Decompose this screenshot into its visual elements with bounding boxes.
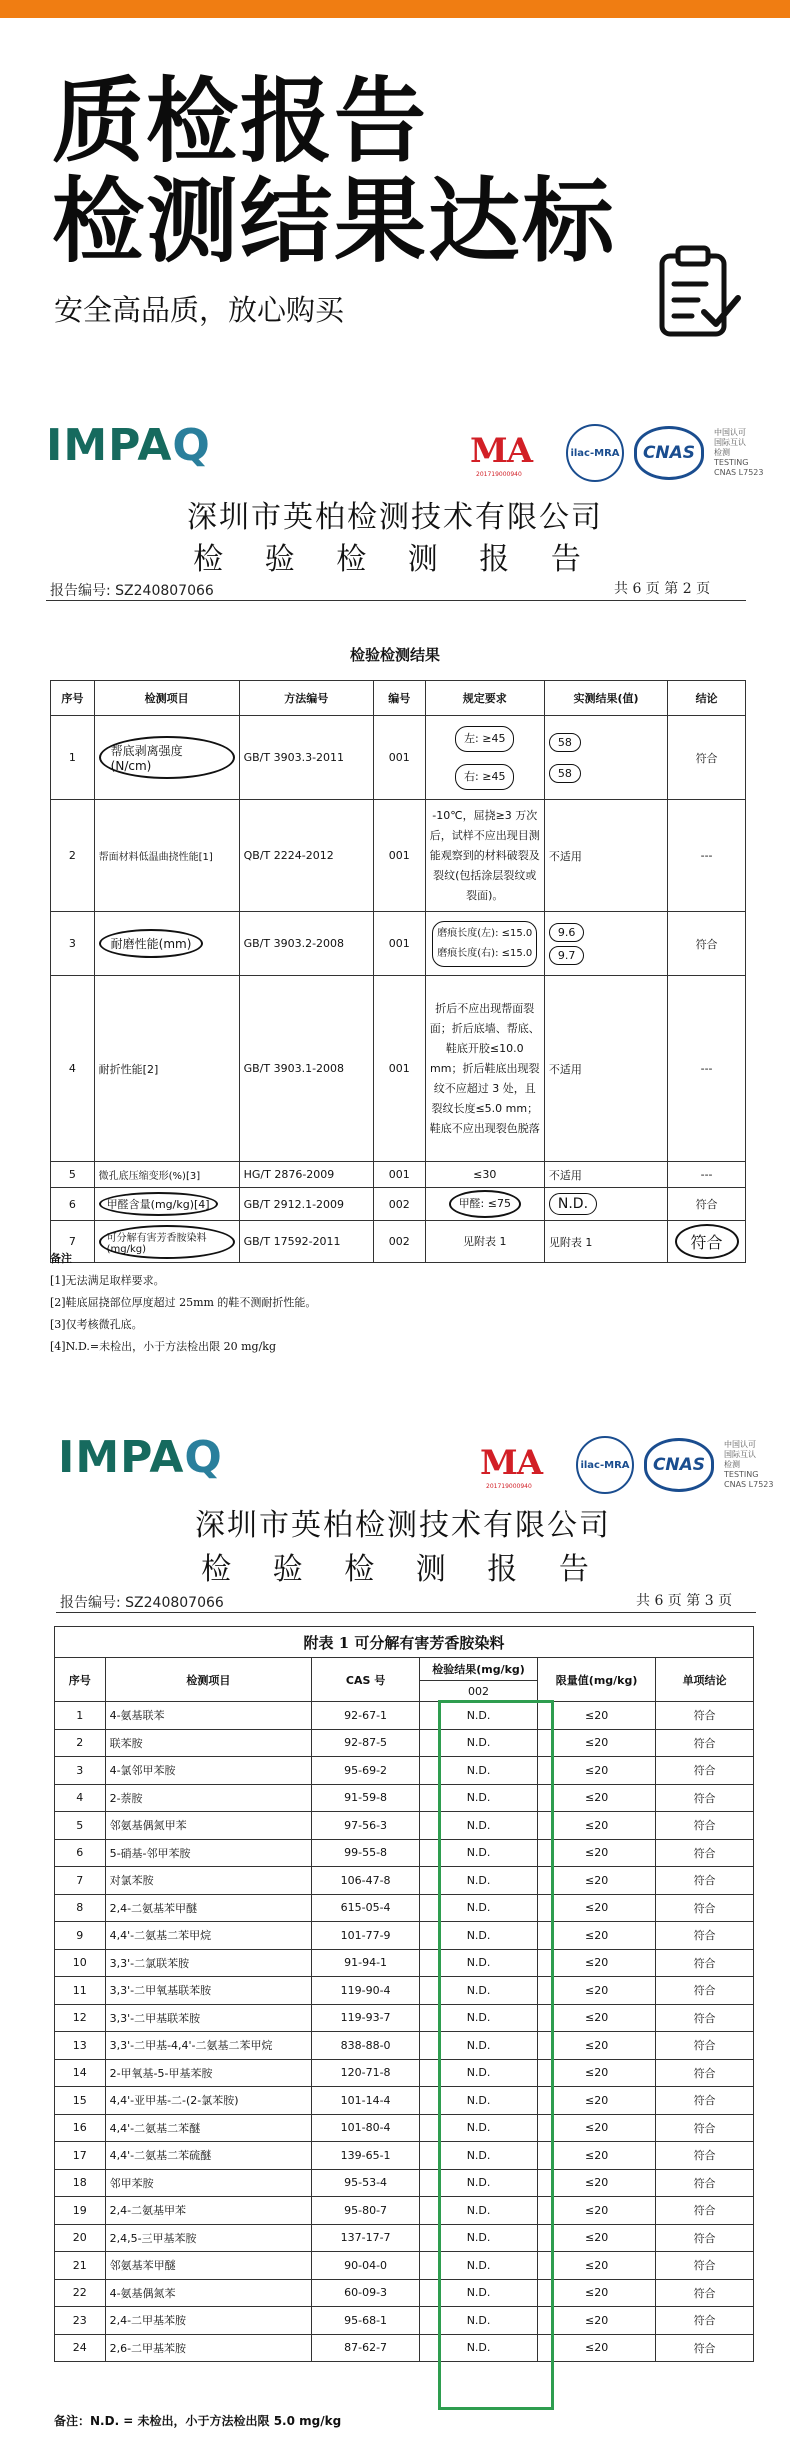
cell-conclusion: 符合 <box>656 2334 754 2362</box>
certification-logos <box>480 1436 773 1494</box>
cell-result: N.D. <box>420 2114 538 2142</box>
table-row <box>55 2004 754 2032</box>
cell-item: 4-氯邻甲苯胺 <box>105 1757 312 1785</box>
table-row <box>55 1729 754 1757</box>
table-row <box>55 2334 754 2362</box>
cell-no: 3 <box>55 1757 106 1785</box>
col-item: 检测项目 <box>94 681 239 716</box>
table-row: 2 帮面材料低温曲挠性能[1] QB/T 2224-2012 001 -10℃，屈挠≥3 万次后，试样不应出现目测能观察到的材料破裂及裂纹(包括涂层裂纹或裂面)。 不适用 --- <box>51 800 746 912</box>
cell-limit: ≤20 <box>538 1839 656 1867</box>
cell-item: 3,3'-二甲基-4,4'-二氨基二苯甲烷 <box>105 2032 312 2060</box>
cell-cas: 838-88-0 <box>312 2032 420 2060</box>
table-row <box>55 1922 754 1950</box>
col-result: 实测结果(值) <box>544 681 667 716</box>
cell-limit: ≤20 <box>538 1867 656 1895</box>
cell-item: 5-硝基-邻甲苯胺 <box>105 1839 312 1867</box>
report-number: 报告编号: SZ240807066 <box>50 583 214 599</box>
page-indicator: 共 6 页 第 3 页 <box>636 1593 733 1609</box>
footnote: 备注：N.D. = 未检出，小于方法检出限 5.0 mg/kg <box>54 2414 342 2428</box>
company-name: 深圳市英柏检测技术有限公司 <box>195 1508 611 1543</box>
cell-result: N.D. <box>420 2059 538 2087</box>
report-number: 报告编号: SZ240807066 <box>60 1595 224 1611</box>
cell-item: 对氯苯胺 <box>105 1867 312 1895</box>
cell-conclusion: 符合 <box>656 1922 754 1950</box>
cell-limit: ≤20 <box>538 1729 656 1757</box>
hero-subtitle: 安全高品质，放心购买 <box>54 293 345 327</box>
cell-cas: 99-55-8 <box>312 1839 420 1867</box>
cell-item: 4,4'-二氨基二苯醚 <box>105 2114 312 2142</box>
cell-no: 24 <box>55 2334 106 2362</box>
cell-limit: ≤20 <box>538 2114 656 2142</box>
cell-no: 21 <box>55 2252 106 2280</box>
cell-limit: ≤20 <box>538 1702 656 1730</box>
highlight-oval: 甲醛含量(mg/kg)[4] <box>99 1192 218 1216</box>
cell-cas: 119-90-4 <box>312 1977 420 2005</box>
table-row: 7 可分解有害芳香胺染料(mg/kg) GB/T 17592-2011 002 见附表 1 见附表 1 符合 <box>51 1221 746 1263</box>
cell-conclusion: 符合 <box>656 2224 754 2252</box>
cell-limit: ≤20 <box>538 1757 656 1785</box>
cell-item: 2-甲氧基-5-甲基苯胺 <box>105 2059 312 2087</box>
highlight-oval: 可分解有害芳香胺染料(mg/kg) <box>99 1225 235 1259</box>
cell-result: N.D. <box>420 2279 538 2307</box>
table-row <box>55 1894 754 1922</box>
section-title: 检验检测结果 <box>349 646 440 664</box>
table-row <box>55 2032 754 2060</box>
cell-no: 11 <box>55 1977 106 2005</box>
cell-item: 4-氨基联苯 <box>105 1702 312 1730</box>
cell-result: N.D. <box>420 2032 538 2060</box>
ilac-mra-mark: ilac-MRA <box>576 1436 634 1494</box>
table-row <box>55 1839 754 1867</box>
cell-cas: 91-59-8 <box>312 1784 420 1812</box>
cell-limit: ≤20 <box>538 2032 656 2060</box>
cell-limit: ≤20 <box>538 1784 656 1812</box>
clipboard-check-icon <box>656 242 742 338</box>
cell-no: 20 <box>55 2224 106 2252</box>
cell-cas: 92-67-1 <box>312 1702 420 1730</box>
cell-limit: ≤20 <box>538 2004 656 2032</box>
cell-no: 5 <box>55 1812 106 1840</box>
cell-conclusion: 符合 <box>656 1949 754 1977</box>
report-doc-type: 检 验 检 测 报 告 <box>201 1552 605 1587</box>
col-method: 方法编号 <box>239 681 373 716</box>
cell-no: 12 <box>55 2004 106 2032</box>
cell-cas: 119-93-7 <box>312 2004 420 2032</box>
cell-no: 2 <box>55 1729 106 1757</box>
cell-item: 2,4-二氨基苯甲醚 <box>105 1894 312 1922</box>
impaq-logo: IMPAQ <box>46 420 211 471</box>
cell-cas: 101-77-9 <box>312 1922 420 1950</box>
cell-result: N.D. <box>420 2142 538 2170</box>
amine-table: 附表 1 可分解有害芳香胺染料 序号 检测项目 CAS 号 检验结果(mg/kg) 限量值(mg/kg) 单项结论 002 1 4-氨基联苯 92-67-1 N.D. ≤20 符合 2 联苯胺 92-87-5 N.D. ≤20 符合 3 4-氯邻甲苯胺 95-69-2 N.D. ≤20 符合 4 2-萘胺 91-59-8 N.D. ≤20 符合 5 邻氨基偶氮甲苯 97-56-3 N.D. ≤20 符合 6 5-硝基-邻甲苯胺 99-55-8 N.D. ≤20 符合 7 对氯苯胺 106-47-8 N.D. ≤20 符合 8 2,4-二氨基苯甲醚 615-05-4 N.D. ≤20 符合 9 4,4'-二氨基二苯甲烷 101-77-9 N.D. ≤20 符合 10 3,3'-二氯联苯胺 91-94-1 N.D. ≤20 符合 11 3,3'-二甲氧基联苯胺 119-90-4 N.D. ≤20 符合 12 3,3'-二甲基联苯胺 119-93-7 N.D. ≤20 符合 13 3,3'-二甲基-4,4'-二氨基二苯甲烷 838-88-0 N.D. ≤20 符合 14 2-甲氧基-5-甲基苯胺 120-71-8 N.D. ≤20 符合 15 4,4'-亚甲基-二-(2-氯苯胺) 101-14-4 N.D. ≤20 符合 16 4,4'-二氨基二苯醚 101-80-4 N.D. ≤20 符合 17 4,4'-二氨基二苯硫醚 139-65-1 N.D. ≤20 符合 18 邻甲苯胺 95-53-4 N.D. ≤20 符合 19 2,4-二氨基甲苯 95-80-7 N.D. ≤20 符合 20 2,4,5-三甲基苯胺 137-17-7 N.D. ≤20 符合 21 邻氨基苯甲醚 90-04-0 N.D. ≤20 符合 22 4-氨基偶氮苯 60-09-3 N.D. ≤20 符合 23 2,4-二甲基苯胺 95-68-1 N.D. ≤20 符合 24 2,6-二甲基苯胺 87-62-7 N.D. ≤20 符合 <box>54 1626 754 2362</box>
cell-limit: ≤20 <box>538 2279 656 2307</box>
table-row <box>55 1949 754 1977</box>
cell-no: 13 <box>55 2032 106 2060</box>
cell-conclusion: 符合 <box>656 1977 754 2005</box>
cell-limit: ≤20 <box>538 1949 656 1977</box>
impaq-logo: IMPAQ <box>58 1432 223 1483</box>
table-header-row <box>51 681 746 716</box>
cell-conclusion: 符合 <box>656 2032 754 2060</box>
cell-conclusion: 符合 <box>656 2252 754 2280</box>
cell-conclusion: 符合 <box>656 2059 754 2087</box>
hero-title-line1: 质检报告 <box>52 68 429 175</box>
cell-conclusion: 符合 <box>656 1894 754 1922</box>
cell-cas: 137-17-7 <box>312 2224 420 2252</box>
cell-no: 23 <box>55 2307 106 2335</box>
table-row <box>55 2197 754 2225</box>
cell-limit: ≤20 <box>538 2197 656 2225</box>
cell-conclusion: 符合 <box>656 2197 754 2225</box>
table-row <box>55 2169 754 2197</box>
hero-title-line2: 检测结果达标 <box>52 168 617 275</box>
highlight-oval: 帮底剥离强度(N/cm) <box>99 736 235 779</box>
cell-result: N.D. <box>420 2252 538 2280</box>
cell-item: 2,4-二氨基甲苯 <box>105 2197 312 2225</box>
cell-cas: 95-68-1 <box>312 2307 420 2335</box>
cell-cas: 97-56-3 <box>312 1812 420 1840</box>
cell-cas: 90-04-0 <box>312 2252 420 2280</box>
cell-no: 17 <box>55 2142 106 2170</box>
col-conclusion: 结论 <box>668 681 746 716</box>
cell-limit: ≤20 <box>538 1894 656 1922</box>
divider <box>56 1612 756 1613</box>
cma-mark: MA 201719000940 <box>480 1443 543 1490</box>
cnas-testing-label: 中国认可 国际互认 检测 TESTING CNAS L7523 <box>724 1440 774 1489</box>
cell-item: 邻甲苯胺 <box>105 2169 312 2197</box>
cell-no: 16 <box>55 2114 106 2142</box>
cell-item: 4,4'-亚甲基-二-(2-氯苯胺) <box>105 2087 312 2115</box>
cell-cas: 120-71-8 <box>312 2059 420 2087</box>
cell-limit: ≤20 <box>538 2334 656 2362</box>
table-caption: 附表 1 可分解有害芳香胺染料 <box>55 1627 754 1658</box>
cell-conclusion: 符合 <box>656 2307 754 2335</box>
cell-conclusion: 符合 <box>656 1702 754 1730</box>
cell-limit: ≤20 <box>538 2142 656 2170</box>
highlight-oval: 符合 <box>675 1224 739 1259</box>
table-row: 4 耐折性能[2] GB/T 3903.1-2008 001 折后不应出现帮面裂面；折后底墙、帮底、鞋底开胶≤10.0 mm；折后鞋底出现裂纹不应超过 3 处，且裂纹长度≤5.0 mm；鞋底不应出现裂色脱落 不适用 --- <box>51 976 746 1162</box>
ilac-mra-mark: ilac-MRA <box>566 424 624 482</box>
cell-item: 4,4'-二氨基二苯甲烷 <box>105 1922 312 1950</box>
table-row <box>55 2142 754 2170</box>
cell-result: N.D. <box>420 2087 538 2115</box>
table-row <box>55 1977 754 2005</box>
cell-no: 7 <box>55 1867 106 1895</box>
cell-conclusion: 符合 <box>656 2169 754 2197</box>
table-row <box>55 2059 754 2087</box>
cell-conclusion: 符合 <box>656 1729 754 1757</box>
cell-item: 2,4-二甲基苯胺 <box>105 2307 312 2335</box>
cell-item: 3,3'-二氯联苯胺 <box>105 1949 312 1977</box>
cell-result: N.D. <box>420 1977 538 2005</box>
table-row <box>55 1702 754 1730</box>
highlight-oval: 耐磨性能(mm) <box>99 929 204 958</box>
cell-result: N.D. <box>420 2004 538 2032</box>
cell-result: N.D. <box>420 1839 538 1867</box>
table-row: 1 帮底剥离强度(N/cm) GB/T 3903.3-2011 001 左: ≥45 右: ≥45 58 58 符合 <box>51 716 746 800</box>
cell-no: 4 <box>55 1784 106 1812</box>
table-row <box>55 2087 754 2115</box>
cell-result: N.D. <box>420 1729 538 1757</box>
cell-cas: 101-80-4 <box>312 2114 420 2142</box>
cell-item: 4,4'-二氨基二苯硫醚 <box>105 2142 312 2170</box>
cell-result: N.D. <box>420 2197 538 2225</box>
cell-cas: 95-69-2 <box>312 1757 420 1785</box>
cell-result: N.D. <box>420 1702 538 1730</box>
cell-item: 3,3'-二甲基联苯胺 <box>105 2004 312 2032</box>
col-no: 序号 <box>51 681 95 716</box>
table-row: 6 甲醛含量(mg/kg)[4] GB/T 2912.1-2009 002 甲醛: ≤75 N.D. 符合 <box>51 1188 746 1221</box>
table-row <box>55 2114 754 2142</box>
cell-limit: ≤20 <box>538 1922 656 1950</box>
cell-no: 10 <box>55 1949 106 1977</box>
cell-result: N.D. <box>420 2169 538 2197</box>
cell-cas: 139-65-1 <box>312 2142 420 2170</box>
cell-result: N.D. <box>420 1784 538 1812</box>
cell-result: N.D. <box>420 2224 538 2252</box>
table-row <box>55 2307 754 2335</box>
certification-logos <box>470 424 763 482</box>
table-row <box>55 1867 754 1895</box>
table-header-row: 序号 检测项目 CAS 号 检验结果(mg/kg) 限量值(mg/kg) 单项结论 <box>55 1658 754 1681</box>
cma-mark: MA 201719000940 <box>470 431 533 478</box>
cell-result: N.D. <box>420 2334 538 2362</box>
cell-limit: ≤20 <box>538 2059 656 2087</box>
cell-cas: 106-47-8 <box>312 1867 420 1895</box>
result-highlight-box <box>438 1700 554 2410</box>
cell-cas: 60-09-3 <box>312 2279 420 2307</box>
results-table <box>50 680 746 1263</box>
cell-cas: 101-14-4 <box>312 2087 420 2115</box>
cell-no: 9 <box>55 1922 106 1950</box>
top-accent-bar <box>0 0 790 18</box>
table-row <box>55 1812 754 1840</box>
cell-conclusion: 符合 <box>656 1757 754 1785</box>
cell-no: 19 <box>55 2197 106 2225</box>
cell-result: N.D. <box>420 1894 538 1922</box>
notes: 备注 [1]无法满足取样要求。 [2]鞋底屈挠部位厚度超过 25mm 的鞋不测耐折性能。 [3]仅考核微孔底。 [4]N.D.=未检出，小于方法检出限 20 mg/kg <box>50 1252 317 1353</box>
cnas-mark: CNAS <box>634 426 704 480</box>
cell-limit: ≤20 <box>538 2252 656 2280</box>
cell-no: 18 <box>55 2169 106 2197</box>
cell-result: N.D. <box>420 1757 538 1785</box>
company-name: 深圳市英柏检测技术有限公司 <box>187 500 603 535</box>
cell-cas: 615-05-4 <box>312 1894 420 1922</box>
cell-result: N.D. <box>420 1949 538 1977</box>
divider <box>46 600 746 601</box>
cell-result: N.D. <box>420 1922 538 1950</box>
cell-conclusion: 符合 <box>656 2114 754 2142</box>
cell-conclusion: 符合 <box>656 1812 754 1840</box>
page-indicator: 共 6 页 第 2 页 <box>614 581 711 597</box>
cell-result: N.D. <box>420 2307 538 2335</box>
report-doc-type: 检 验 检 测 报 告 <box>193 542 597 577</box>
cell-item: 2,4,5-三甲基苯胺 <box>105 2224 312 2252</box>
cell-conclusion: 符合 <box>656 1784 754 1812</box>
col-requirement: 规定要求 <box>425 681 544 716</box>
cnas-mark: CNAS <box>644 1438 714 1492</box>
cell-cas: 95-53-4 <box>312 2169 420 2197</box>
cell-conclusion: 符合 <box>656 2087 754 2115</box>
cell-cas: 92-87-5 <box>312 1729 420 1757</box>
cell-limit: ≤20 <box>538 1812 656 1840</box>
cell-result: N.D. <box>420 1812 538 1840</box>
cell-limit: ≤20 <box>538 2169 656 2197</box>
col-code: 编号 <box>373 681 425 716</box>
cell-no: 14 <box>55 2059 106 2087</box>
table-row <box>55 2252 754 2280</box>
cell-limit: ≤20 <box>538 1977 656 2005</box>
table-row <box>55 2279 754 2307</box>
cell-conclusion: 符合 <box>656 2142 754 2170</box>
cell-no: 8 <box>55 1894 106 1922</box>
table-row: 3 耐磨性能(mm) GB/T 3903.2-2008 001 磨痕长度(左): ≤15.0 磨痕长度(右): ≤15.0 9.6 9.7 符合 <box>51 912 746 976</box>
cell-no: 22 <box>55 2279 106 2307</box>
cell-limit: ≤20 <box>538 2087 656 2115</box>
cell-item: 联苯胺 <box>105 1729 312 1757</box>
cell-item: 3,3'-二甲氧基联苯胺 <box>105 1977 312 2005</box>
cell-conclusion: 符合 <box>656 2004 754 2032</box>
cell-cas: 95-80-7 <box>312 2197 420 2225</box>
cell-conclusion: 符合 <box>656 2279 754 2307</box>
cell-cas: 91-94-1 <box>312 1949 420 1977</box>
cell-result: N.D. <box>420 1867 538 1895</box>
cell-cas: 87-62-7 <box>312 2334 420 2362</box>
table-row <box>55 2224 754 2252</box>
cell-item: 4-氨基偶氮苯 <box>105 2279 312 2307</box>
cell-item: 2,6-二甲基苯胺 <box>105 2334 312 2362</box>
cell-conclusion: 符合 <box>656 1867 754 1895</box>
cell-no: 1 <box>55 1702 106 1730</box>
cell-conclusion: 符合 <box>656 1839 754 1867</box>
cell-no: 6 <box>55 1839 106 1867</box>
cell-no: 15 <box>55 2087 106 2115</box>
table-row <box>55 1757 754 1785</box>
cell-item: 邻氨基偶氮甲苯 <box>105 1812 312 1840</box>
table-row <box>55 1784 754 1812</box>
cell-item: 邻氨基苯甲醚 <box>105 2252 312 2280</box>
cell-limit: ≤20 <box>538 2224 656 2252</box>
table-row: 5 微孔底压缩变形(%)[3] HG/T 2876-2009 001 ≤30 不适用 --- <box>51 1162 746 1188</box>
cell-item: 2-萘胺 <box>105 1784 312 1812</box>
cell-limit: ≤20 <box>538 2307 656 2335</box>
cnas-testing-label: 中国认可 国际互认 检测 TESTING CNAS L7523 <box>714 428 764 477</box>
